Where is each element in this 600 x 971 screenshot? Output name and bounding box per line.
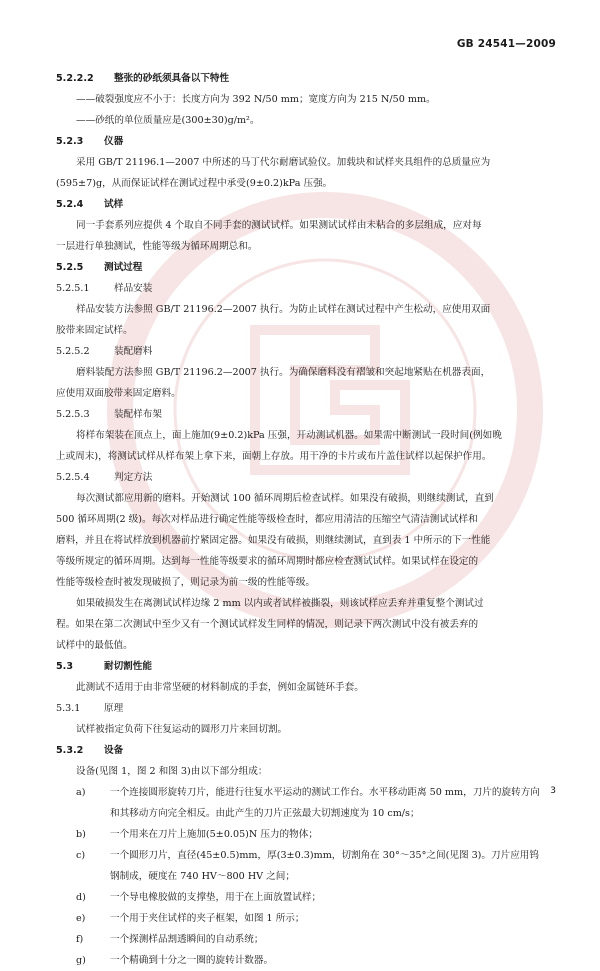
- paragraph: ——砂纸的单位质量应是(300±30)g/m²。: [76, 115, 260, 126]
- list-item: g) 一个精确到十分之一圈的旋转计数器。: [76, 955, 274, 966]
- section-523-heading: 5.2.3 仪器: [56, 136, 124, 147]
- paragraph: 设备(见图 1，图 2 和图 3)由以下部分组成：: [76, 766, 268, 777]
- list-item: d) 一个导电橡胶做的支撑垫，用于在上面放置试样；: [76, 892, 322, 903]
- paragraph: 磨料装配方法参照 GB/T 21196.2—2007 执行。为确保磨料没有褶皱和突起地紧贴在机器表面，: [76, 367, 491, 378]
- section-525-heading: 5.2.5 测试过程: [56, 262, 143, 273]
- paragraph: 应使用双面胶带来固定磨料。: [56, 388, 181, 399]
- paragraph: 试样被指定负荷下往复运动的圆形刀片来回切割。: [76, 724, 288, 735]
- standard-number: GB 24541—2009: [456, 38, 556, 50]
- paragraph: 磨料，并且在将试样放到机器前拧紧固定器。如果没有破损，则继续测试，直到表 1 中所示的下一性能: [56, 535, 491, 546]
- paragraph: 上或周末)，将测试试样从样布架上拿下来，面朝上存放。用干净的卡片或布片盖住试样以起保护作用。: [56, 451, 492, 462]
- paragraph: 此测试不适用于由非常坚硬的材料制成的手套，例如金属链环手套。: [76, 682, 364, 693]
- section-524-heading: 5.2.4 试样: [56, 199, 124, 210]
- paragraph: 胶带来固定试样。: [56, 325, 133, 336]
- section-5222-heading: 5.2.2.2 整张的砂纸须具备以下特性: [56, 73, 230, 84]
- list-item: b) 一个用来在刀片上施加(5±0.05)N 压力的物体；: [76, 829, 318, 840]
- paragraph: 等级所规定的循环周期。达到每一性能等级要求的循环周期时都应检查测试试样。如果试样在设定的: [56, 556, 479, 567]
- list-item: c) 一个圆形刀片，直径(45±0.5)mm，厚(3±0.3)mm，切割角在 30°～35°之间(见图 3)。刀片应用钨钢制成，硬度在 740 HV～800 HV 之间；: [76, 850, 539, 882]
- paragraph: 同一手套系列应提供 4 个取自不同手套的测试试样。如果测试试样由未粘合的多层组成，应对每: [76, 220, 482, 231]
- paragraph: 500 循环周期(2 级)。每次对样品进行确定性能等级检查时，都应用清洁的压缩空气清洁测试试样和: [56, 514, 478, 525]
- section-53-heading: 5.3 耐切割性能: [56, 661, 152, 672]
- section-532-heading: 5.3.2 设备: [56, 745, 124, 756]
- paragraph: 每次测试都应用新的磨料。开始测试 100 循环周期后检查试样。如果没有破损，则继续测试，直到: [76, 493, 494, 504]
- paragraph: 将样布架装在顶点上，面上施加(9±0.2)kPa 压强，开动测试机器。如果需中断测试一段时间(例如晚: [76, 430, 502, 441]
- section-5251-heading: 5.2.5.1 样品安装: [56, 283, 153, 294]
- section-5252-heading: 5.2.5.2 装配磨料: [56, 346, 153, 357]
- list-item: e) 一个用于夹住试样的夹子框架，如图 1 所示；: [76, 913, 305, 924]
- paragraph: ——破裂强度应不小于：长度方向为 392 N/50 mm；宽度方向为 215 N/50 mm。: [76, 94, 436, 105]
- paragraph: 程。如果在第二次测试中至少又有一个测试试样发生同样的情况，则记录下两次测试中没有被丢弃的: [56, 619, 479, 630]
- section-5254-heading: 5.2.5.4 判定方法: [56, 472, 153, 483]
- paragraph: 试样中的最低值。: [56, 640, 133, 651]
- list-item: f) 一个探测样品割透瞬间的自动系统；: [76, 934, 264, 945]
- page-number: 3: [550, 786, 556, 796]
- paragraph: 性能等级检查时被发现破损了，则记录为前一级的性能等级。: [56, 577, 316, 588]
- paragraph: (595±7)g，从而保证试样在测试过程中承受(9±0.2)kPa 压强。: [56, 178, 333, 189]
- body-text: [56, 68, 556, 971]
- section-5253-heading: 5.2.5.3 装配样布架: [56, 409, 162, 420]
- paragraph: 一层进行单独测试，性能等级为循环周期总和。: [56, 241, 258, 252]
- paragraph: 如果破损发生在离测试试样边缘 2 mm 以内或者试样被撕裂，则该试样应丢弃并重复整个测试过: [76, 598, 484, 609]
- paragraph: 样品安装方法参照 GB/T 21196.2—2007 执行。为防止试样在测试过程中产生松动，应使用双面: [76, 304, 491, 315]
- list-item: a) 一个连接圆形旋转刀片，能进行往复水平运动的测试工作台。水平移动距离 50 mm，刀片的旋转方向和其移动方向完全相反。由此产生的刀片正弦最大切割速度为 10 cm/s；: [76, 787, 540, 819]
- paragraph: 采用 GB/T 21196.1—2007 中所述的马丁代尔耐磨试验仪。加载块和试样夹具组件的总质量应为: [76, 157, 491, 168]
- section-531-heading: 5.3.1 原理: [56, 703, 124, 714]
